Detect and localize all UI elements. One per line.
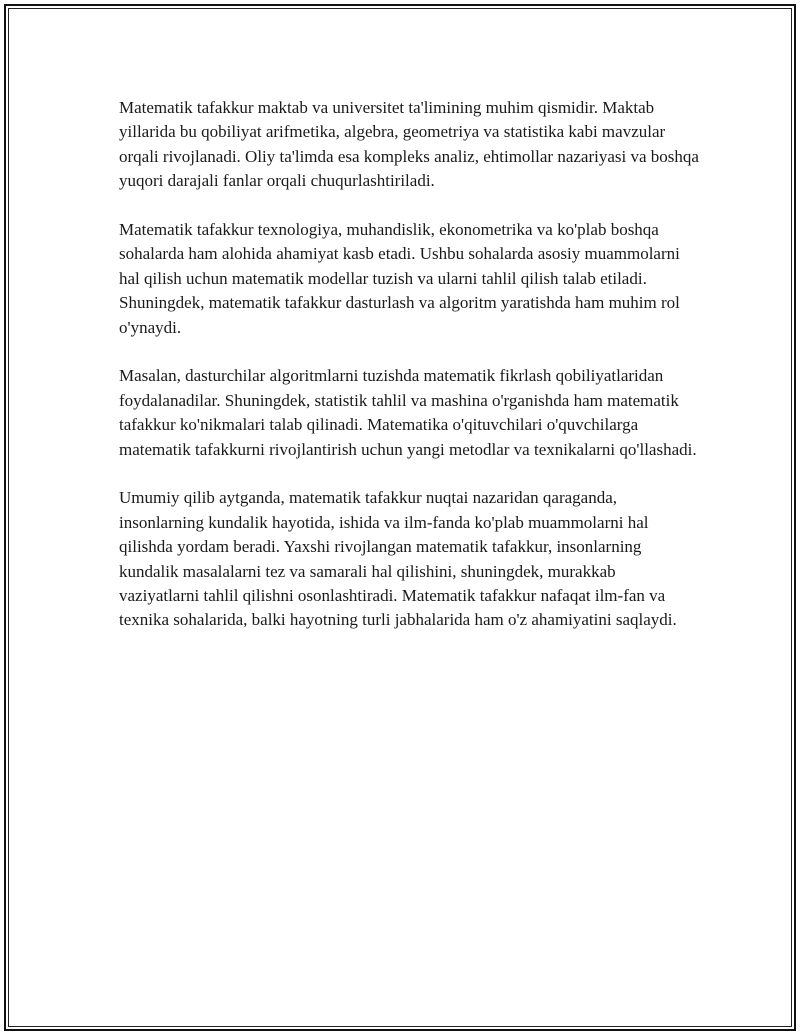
paragraph-1: Matematik tafakkur maktab va universitet ta'limining muhim qismidir. Maktab yillarida bu qobiliyat arifmetika, algebra, geometriya va statistika kabi mavzular orqali rivojlanadi. Oliy ta'limda esa kompleks analiz, ehtimollar nazariyasi va boshqa yuqori darajali fanlar orqali chuqurlashtiriladi. <box>119 98 699 191</box>
paragraph-2: Matematik tafakkur texnologiya, muhandislik, ekonometrika va ko'plab boshqa sohalarda ham alohida ahamiyat kasb etadi. Ushbu sohalarda asosiy muammolarni hal qilish uchun matematik modellar tuzish va ularni tahlil qilish talab etiladi. Shuningdek, matematik tafakkur dasturlash va algoritm yaratishda ham muhim rol o'ynaydi. <box>119 220 680 337</box>
paragraph-4: Umumiy qilib aytganda, matematik tafakkur nuqtai nazaridan qaraganda, insonlarning kundalik hayotida, ishida va ilm-fanda ko'plab muammolarni hal qilishda yordam beradi. Yaxshi rivojlangan matematik tafakkur, insonlarning kundalik masalalarni tez va samarali hal qilishini, shuningdek, murakkab vaziyatlarni tahlil qilishni osonlashtiradi. Matematik tafakkur nafaqat ilm-fan va texnika sohalarida, balki hayotning turli jabhalarida ham o'z ahamiyatini saqlaydi. <box>119 488 677 630</box>
document-body <box>119 96 699 657</box>
page-border <box>4 4 796 1031</box>
paragraph-3: Masalan, dasturchilar algoritmlarni tuzishda matematik fikrlash qobiliyatlaridan foydalanadilar. Shuningdek, statistik tahlil va mashina o'rganishda ham matematik tafakkur ko'nikmalari talab qilinadi. Matematika o'qituvchilari o'quvchilarga matematik tafakkurni rivojlantirish uchun yangi metodlar va texnikalarni qo'llashadi. <box>119 366 697 459</box>
